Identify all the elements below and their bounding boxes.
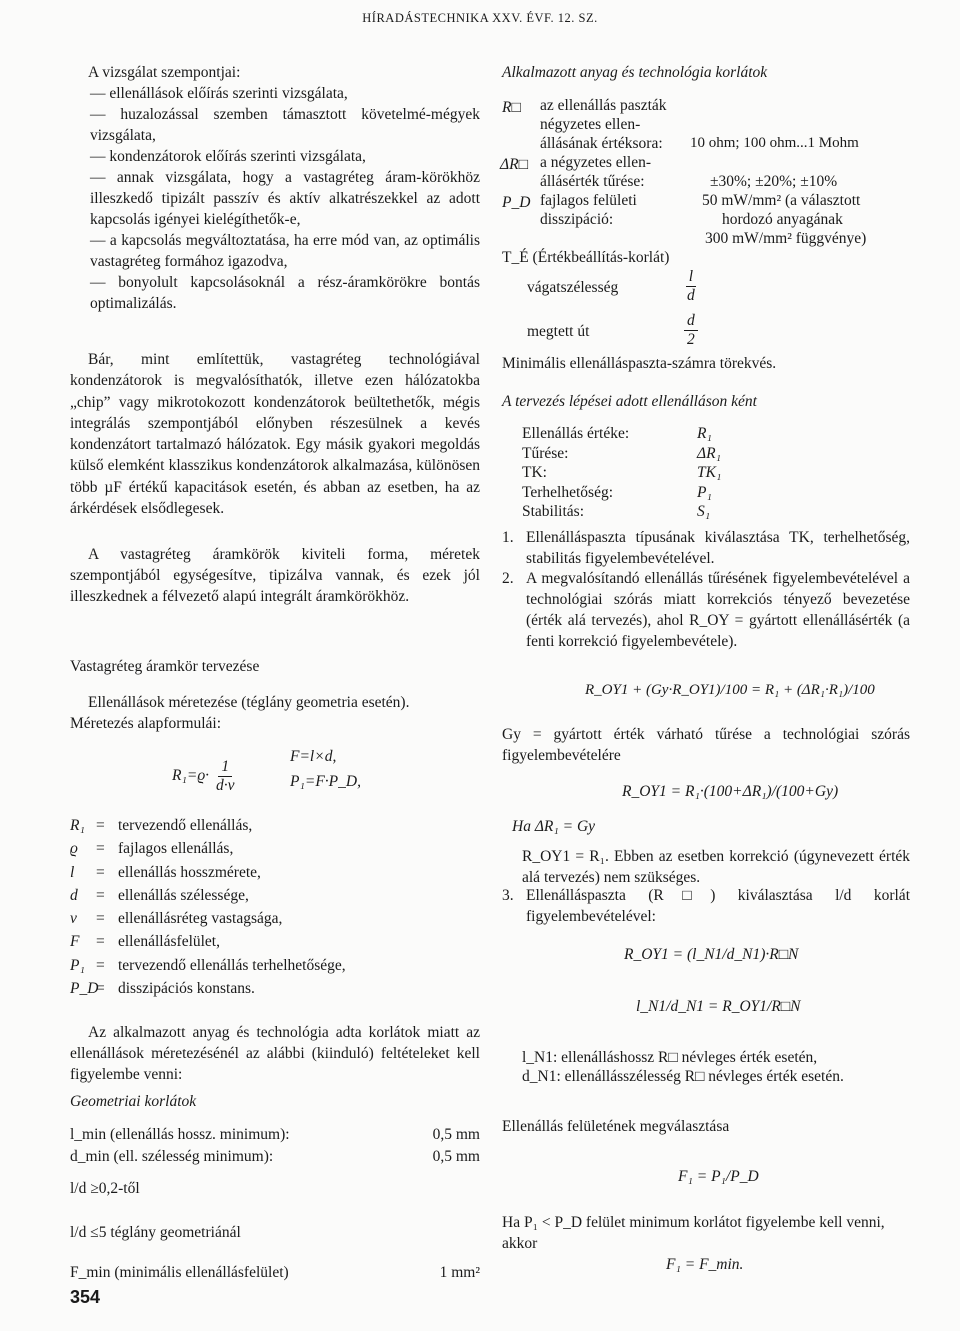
ln-definition: l_N1: ellenálláshossz R□ névleges érték esetén, [522, 1049, 818, 1066]
geometry-row [70, 1222, 480, 1244]
delta-r-square-symbol: ΔR□ [500, 156, 528, 173]
table-row [522, 444, 721, 464]
fraction [684, 312, 698, 349]
definition-text: ellenállásfelület, [118, 933, 220, 951]
geometry-row [70, 1124, 480, 1146]
definition-symbol: l [70, 863, 75, 881]
value-setting-limit: T_É (Értékbeállítás-korlát) [502, 249, 670, 266]
geometry-label: l/d ≤5 téglány geometriánál [70, 1224, 241, 1241]
equation-6: F₁ = F_min. [666, 1256, 744, 1273]
cut-width-label: vágatszélesség [527, 279, 619, 296]
fraction-denominator: 2 [687, 331, 695, 348]
intro-title: A vizsgálat szempontjai: [88, 64, 241, 81]
step-number: 2. [502, 570, 514, 587]
gy-definition: Gy = gyártott érték várható tűrése a technológiai szórás figyelembevételére [502, 726, 910, 764]
fraction-numerator: d [684, 312, 698, 331]
definition-row: l = ellenállás hosszmérete, [70, 861, 480, 884]
definition-text: disszipációs konstans. [118, 980, 255, 998]
table-key: Stabilitás: [522, 503, 584, 520]
table-key: Ellenállás értéke: [522, 425, 630, 442]
geometry-value: 0,5 mm [432, 1148, 480, 1165]
paragraph-1: Bár, mint említettük, vastagréteg technológiával kondenzátorok is megvalósíthatók, illetve ezen hálózatokba „chip” vagy mikrotokozott kondenzátorok beültethetők, mégis integrálás szempontjából előnyben részesülnek a kevés kondenzátort tartalmazó hálózatok. Egy másik gyakori megoldás külső elemként klasszikus kondenzátorok alkalmazása, különösen több µF értékű kapacitások esetén, és abban az esetben, ha az árkérdések elsődlegesek. [70, 351, 480, 518]
ha-condition: Ha ΔR₁ = Gy [512, 818, 596, 835]
table-row [522, 483, 721, 503]
step-text: Ellenálláspaszta (R□) kiválasztása l/d korlát figyelembevételével: [526, 887, 910, 925]
list-item: — kondenzátorok előírás szerinti vizsgálata, [90, 148, 366, 165]
table-row [522, 502, 721, 522]
fraction-numerator: l [686, 268, 696, 287]
ha-surface-line: Ha P₁ < P_D felület minimum korlátot figyelembe kell venni, akkor [502, 1214, 885, 1252]
definition-text: ellenállás szélessége, [118, 886, 249, 904]
r-square-text-2: négyzetes ellen- [540, 116, 641, 133]
minimum-paste-line: Minimális ellenálláspaszta-számra törekvés. [502, 355, 777, 372]
definition-text: tervezendő ellenállás, [118, 817, 253, 834]
definition-symbol: P_D [70, 980, 99, 998]
definition-symbol: F [70, 933, 80, 951]
constraints-title: Alkalmazott anyag és technológia korlátok [502, 64, 768, 81]
definition-symbol: R₁ [70, 817, 85, 834]
table-value: R₁ [697, 425, 712, 442]
geometry-row [70, 1178, 480, 1200]
paragraph-3: Az alkalmazott anyag és technológia adta korlátok miatt az ellenállások méretezésénél az alábbi (kiinduló) feltételeket kell figyelembe venni: [70, 1024, 480, 1083]
fraction-denominator: d·v [215, 777, 235, 794]
definition-row: P_D = disszipációs konstans. [70, 977, 480, 1000]
geometry-label: l/d ≥0,2-től [70, 1180, 140, 1197]
geometry-label: d_min (ell. szélesség minimum): [70, 1148, 274, 1165]
table-key: Terhelhetőség: [522, 483, 614, 501]
geometry-label: F_min (minimális ellenállásfelület) [70, 1264, 289, 1281]
r-square-text-1: az ellenállás paszták [540, 97, 667, 114]
r-square-symbol: R□ [502, 99, 521, 116]
geometry-value: 1 mm² [439, 1264, 480, 1281]
table-key: TK: [522, 464, 547, 481]
fraction-denominator: d [687, 287, 695, 304]
step-text: A megvalósítandó ellenállás tűrésének figyelembevételével a technológiai szórás miatt korrekciós tényező bevezetése (érték alá tervezés), ahol R_OY = gyártott ellenállásérték (a fenti korrekció figyelembevétele). [526, 570, 910, 650]
definition-symbol: d [70, 886, 78, 904]
definition-list [70, 814, 480, 1000]
geometry-label: l_min (ellenállás hossz. minimum): [70, 1126, 290, 1143]
surface-title: Ellenállás felületének megválasztása [502, 1118, 730, 1135]
list-item: — annak vizsgálata, hogy a vastagréteg áram-körökhöz illeszkedő tipizált passzív és aktív alkatrészekkel az adott kapcsolás igényei kielégíthetők-e, [90, 169, 480, 228]
equation-3: R_OY1 = (l_N1/d_N1)·R□N [624, 946, 799, 963]
formula-f: F=l×d, [290, 748, 337, 765]
sizing-line-1: Ellenállások méretezése (téglány geometria esetén). [88, 694, 410, 711]
table-row [522, 424, 721, 444]
fraction-numerator: 1 [218, 758, 232, 777]
r-square-text-3: állásának értéksora: [540, 135, 663, 152]
formula-p: P₁=F·P_D, [290, 773, 361, 790]
step-text: Ellenálláspaszta típusának kiválasztása TK, terhelhetőség, stabilitás figyelembevételével. [526, 529, 910, 567]
table-value: P₁ [697, 483, 712, 501]
geometry-value: 0,5 mm [432, 1126, 480, 1143]
definition-symbol: ϱ [70, 840, 78, 858]
geometry-row [70, 1146, 480, 1168]
definition-text: ellenállásréteg vastagsága, [118, 910, 283, 928]
table-value: ΔR₁ [697, 444, 721, 462]
definition-row: P₁ = tervezendő ellenállás terhelhetősége, [70, 954, 480, 977]
target-values-table [522, 424, 721, 522]
fraction [684, 268, 698, 305]
section-title: Vastagréteg áramkör tervezése [70, 658, 260, 675]
geometry-row [70, 1262, 480, 1284]
pd-text-1: fajlagos felületi [540, 192, 637, 209]
list-item: — huzalozással szemben támasztott követelmé-mégyek vizsgálata, [90, 106, 480, 144]
delta-r-square-value: ±30%; ±20%; ±10% [710, 173, 838, 190]
list-item: — ellenállások előírás szerinti vizsgálata, [90, 85, 348, 102]
r-square-value: 10 ohm; 100 ohm...1 Mohm [690, 135, 859, 151]
roy-line: R_OY1 = R₁. Ebben az esetben korrekció (úgynevezett érték alá tervezés) nem szükséges. [522, 848, 910, 886]
definition-row: d = ellenállás szélessége, [70, 884, 480, 907]
running-header: HÍRADÁSTECHNIKA XXV. ÉVF. 12. SZ. [362, 11, 598, 25]
paragraph-2: A vastagréteg áramkörök kiviteli forma, méretek szempontjából egységesítve, tipizálva vannak, és ezek jól illeszkednek a félvezető alapú integrált áramkörökhöz. [70, 546, 480, 605]
criteria-list [90, 83, 480, 314]
definition-row: ϱ = fajlagos ellenállás, [70, 837, 480, 860]
equation-2: R_OY1 = R₁·(100+ΔR₁)/(100+Gy) [622, 783, 839, 800]
list-item: — a kapcsolás megváltoztatása, ha erre mód van, az optimális vastagréteg formához igazodva, [90, 232, 480, 270]
definition-row: R₁ = tervezendő ellenállás, [70, 814, 480, 837]
step-3 [502, 885, 910, 927]
definition-symbol: P₁ [70, 956, 85, 974]
table-value: S₁ [697, 503, 711, 520]
pd-value-3: 300 mW/mm² függvénye) [705, 230, 867, 247]
page-number: 354 [70, 1287, 101, 1307]
formula-r1-fraction [213, 758, 238, 795]
equation-5: F₁ = P₁/P_D [678, 1168, 759, 1185]
step-2 [502, 568, 910, 652]
formula-r1-lhs: R₁=ϱ· [172, 767, 210, 785]
formula-r1 [172, 758, 237, 795]
geometry-title: Geometriai korlátok [70, 1093, 197, 1110]
left-column [70, 62, 480, 314]
table-value: TK₁ [697, 464, 722, 481]
pd-value-2: hordozó anyagának [722, 211, 843, 228]
definition-text: tervezendő ellenállás terhelhetősége, [118, 956, 346, 974]
delta-r-square-text-2: állásérték tűrése: [540, 173, 645, 190]
sizing-line-2: Méretezés alapformulái: [70, 715, 222, 732]
pd-symbol: P_D [502, 194, 531, 211]
equation-1: R_OY1 + (Gy·R_OY1)/100 = R₁ + (ΔR₁·R₁)/100 [585, 682, 875, 698]
equation-4: l_N1/d_N1 = R_OY1/R□N [636, 998, 801, 1015]
delta-r-square-text-1: a négyzetes ellen- [540, 154, 652, 171]
pd-text-2: disszipáció: [540, 211, 614, 228]
design-steps-title: A tervezés lépései adott ellenálláson ként [502, 393, 757, 410]
step-1 [502, 527, 910, 569]
cut-width-fraction [684, 268, 698, 305]
pd-value-1: 50 mW/mm² (a választott [702, 192, 861, 209]
definition-text: ellenállás hosszmérete, [118, 863, 261, 881]
table-row [522, 463, 721, 483]
definition-row: v = ellenállásréteg vastagsága, [70, 907, 480, 930]
definition-text: fajlagos ellenállás, [118, 840, 234, 858]
step-number: 1. [502, 529, 514, 546]
geometry-constraints [70, 1124, 480, 1284]
definition-symbol: v [70, 910, 77, 928]
path-fraction [684, 312, 698, 349]
definition-row: F = ellenállásfelület, [70, 930, 480, 953]
step-number: 3. [502, 887, 514, 904]
path-label: megtett út [527, 323, 590, 340]
list-item: — bonyolult kapcsolásoknál a rész-áramkörökre bontás optimalizálás. [90, 274, 480, 312]
dn-definition: d_N1: ellenállásszélesség R□ névleges érték esetén. [522, 1068, 844, 1085]
table-key: Tűrése: [522, 444, 569, 462]
